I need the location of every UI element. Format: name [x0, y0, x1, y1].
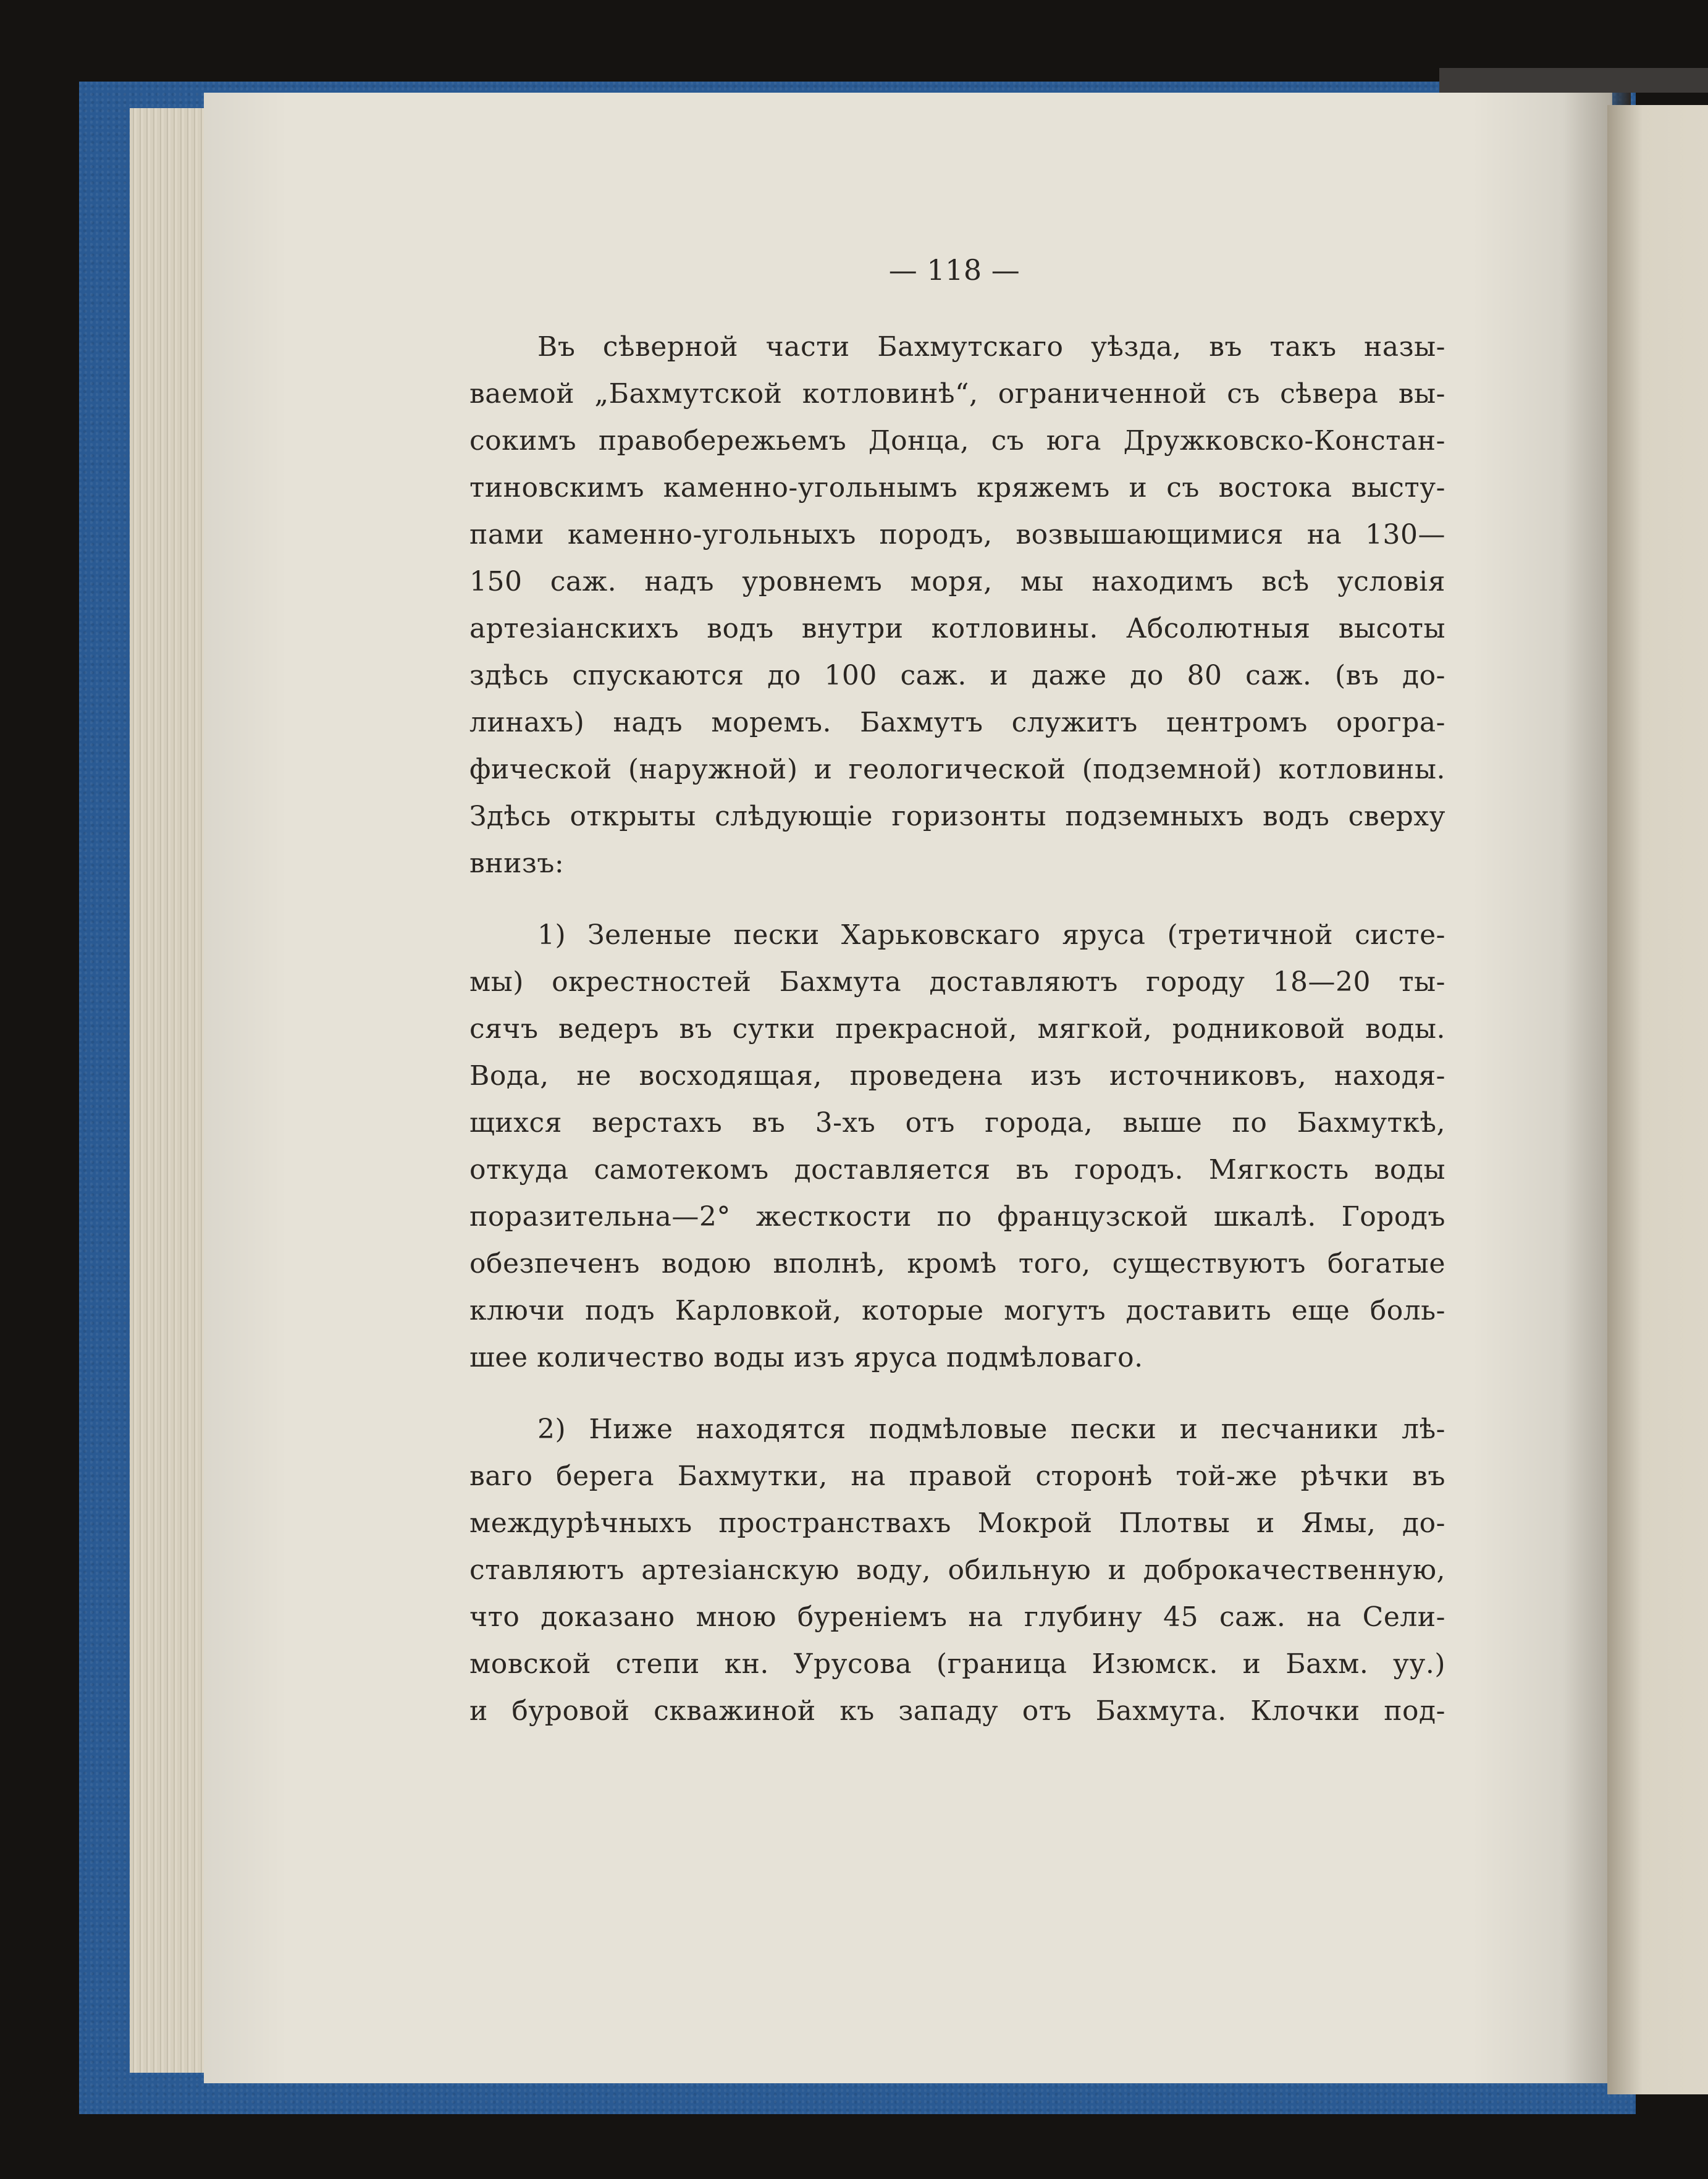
facing-page-edge-top [1439, 68, 1708, 93]
text-line: щихся верстахъ въ 3-хъ отъ города, выше по Бахмуткѣ, [469, 1107, 1445, 1139]
text-line: фической (наружной) и геологической (подземной) котловины. [469, 754, 1445, 785]
text-line: поразительна—2° жесткости по французской шкалѣ. Городъ [469, 1201, 1445, 1233]
paragraph-item-1 [469, 912, 1445, 1381]
text-line: ваемой „Бахмутской котловинѣ“, ограниченной съ сѣвера вы- [469, 378, 1445, 410]
text-line: пами каменно-угольныхъ породъ, возвышающимися на 130— [469, 519, 1445, 550]
text-line: внизъ: [469, 848, 565, 879]
text-line: 150 саж. надъ уровнемъ моря, мы находимъ всѣ условія [469, 566, 1445, 597]
facing-page [1607, 105, 1708, 2094]
text-line: линахъ) надъ моремъ. Бахмутъ служитъ центромъ орогра- [469, 707, 1445, 738]
text-line: ставляютъ артезіанскую воду, обильную и доброкачественную, [469, 1554, 1445, 1586]
page-number: — 118 — [888, 253, 1020, 287]
text-line: 1) Зеленые пески Харьковскаго яруса (третичной систе- [537, 919, 1445, 951]
text-line: сячъ ведеръ въ сутки прекрасной, мягкой, родниковой воды. [469, 1013, 1445, 1045]
page-text [469, 253, 1445, 1760]
text-line: ключи подъ Карловкой, которые могутъ доставить еще боль- [469, 1295, 1445, 1326]
text-line: ваго берега Бахмутки, на правой сторонѣ той-же рѣчки въ [469, 1460, 1445, 1492]
text-line: артезіанскихъ водъ внутри котловины. Абсолютныя высоты [469, 613, 1445, 644]
text-line: здѣсь спускаются до 100 саж. и даже до 80 саж. (въ до- [469, 660, 1445, 691]
text-line: что доказано мною буреніемъ на глубину 45 саж. на Сели- [469, 1601, 1445, 1633]
text-line: откуда самотекомъ доставляется въ городъ. Мягкость воды [469, 1154, 1445, 1186]
text-line: обезпеченъ водою вполнѣ, кромѣ того, существуютъ богатые [469, 1248, 1445, 1279]
text-line: Здѣсь открыты слѣдующіе горизонты подземныхъ водъ сверху [469, 801, 1445, 832]
paragraph-item-2 [469, 1406, 1445, 1735]
text-line: Вода, не восходящая, проведена изъ источниковъ, находя- [469, 1060, 1445, 1092]
text-line: 2) Ниже находятся подмѣловые пески и песчаники лѣ- [537, 1414, 1445, 1445]
text-line: междурѣчныхъ пространствахъ Мокрой Плотвы и Ямы, до- [469, 1507, 1445, 1539]
text-line: тиновскимъ каменно-угольнымъ кряжемъ и съ востока высту- [469, 472, 1445, 504]
paragraph-intro [469, 324, 1445, 887]
text-line: мы) окрестностей Бахмута доставляютъ городу 18—20 ты- [469, 966, 1445, 998]
text-line: и буровой скважиной къ западу отъ Бахмута. Клочки под- [469, 1695, 1445, 1727]
text-line: шее количество воды изъ яруса подмѣловаго. [469, 1342, 1143, 1373]
text-line: мовской степи кн. Урусова (граница Изюмск. и Бахм. уу.) [469, 1648, 1445, 1680]
text-line: Въ сѣверной части Бахмутскаго уѣзда, въ такъ назы- [537, 331, 1445, 363]
text-line: сокимъ правобережьемъ Донца, съ юга Дружковско-Констан- [469, 425, 1445, 457]
